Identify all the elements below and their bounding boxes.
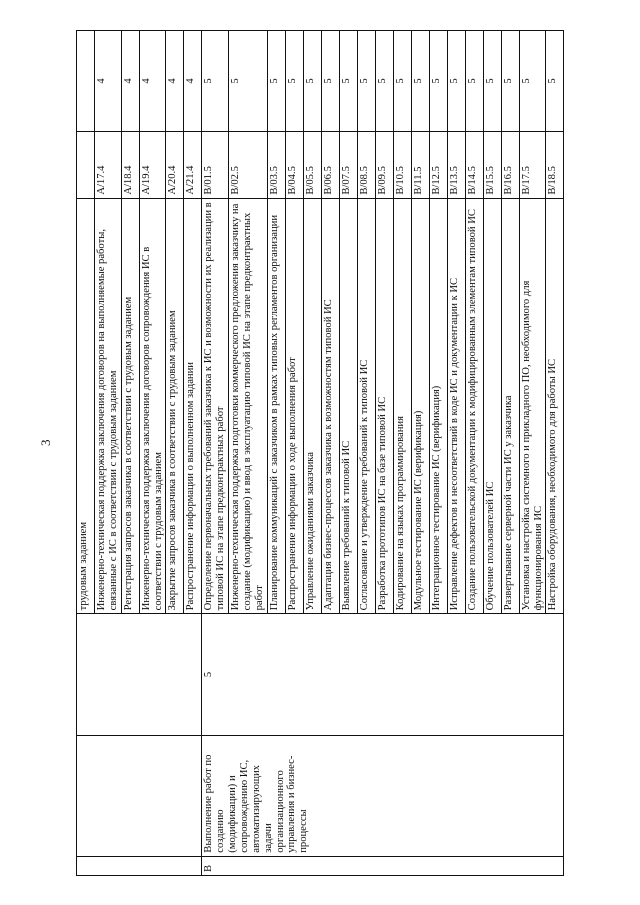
function-name: Обучение пользователей ИС xyxy=(483,198,501,614)
function-level: 5 xyxy=(393,31,411,132)
function-level: 5 xyxy=(465,31,483,132)
function-name: Исправление дефектов и несоответствий в коде ИС и документации к ИС xyxy=(447,198,465,614)
function-code: A/17.4 xyxy=(95,131,122,198)
function-name: Регистрация запросов заказчика в соответствии с трудовым заданием xyxy=(121,198,139,614)
group-code: В xyxy=(202,856,564,875)
function-level: 5 xyxy=(202,31,229,132)
function-name: Распространение информации о выполненном задании xyxy=(184,198,202,614)
function-name: Установка и настройка системного и прикладного ПО, необходимого для функционирования ИС xyxy=(519,198,546,614)
function-code: B/02.5 xyxy=(229,131,268,198)
function-code: B/03.5 xyxy=(267,131,285,198)
function-name: Планирование коммуникаций с заказчиком в рамках типовых регламентов организации xyxy=(267,198,285,614)
function-name: Выявление требований к типовой ИС xyxy=(339,198,357,614)
rotated-page xyxy=(76,30,618,876)
table-row xyxy=(202,31,229,876)
function-code: A/21.4 xyxy=(184,131,202,198)
table-row xyxy=(77,31,95,876)
group-level: 5 xyxy=(202,614,564,735)
function-level: 5 xyxy=(483,31,501,132)
function-level: 4 xyxy=(121,31,139,132)
group-name: Выполнение работ по созданию (модификации) и сопровождению ИС, автоматизирующих задачи организационного управления и бизнес-процессы xyxy=(202,735,564,856)
function-level: 5 xyxy=(339,31,357,132)
function-level: 5 xyxy=(303,31,321,132)
function-level: 4 xyxy=(184,31,202,132)
function-level: 4 xyxy=(139,31,166,132)
function-code: B/17.5 xyxy=(519,131,546,198)
function-code: A/19.4 xyxy=(139,131,166,198)
function-name: Настройка оборудования, необходимого для работы ИС xyxy=(546,198,564,614)
function-code: B/10.5 xyxy=(393,131,411,198)
function-name: Адаптация бизнес-процессов заказчика к возможностям типовой ИС xyxy=(321,198,339,614)
function-name: Управление ожиданиями заказчика xyxy=(303,198,321,614)
function-name: Развертывание серверной части ИС у заказчика xyxy=(501,198,519,614)
function-level: 5 xyxy=(429,31,447,132)
function-code: B/05.5 xyxy=(303,131,321,198)
function-level: 5 xyxy=(411,31,429,132)
function-code: B/06.5 xyxy=(321,131,339,198)
function-level: 5 xyxy=(267,31,285,132)
page-number: 3 xyxy=(38,439,53,446)
function-code: B/12.5 xyxy=(429,131,447,198)
function-level: 4 xyxy=(95,31,122,132)
function-name: Инженерно-техническая поддержка заключения договоров на выполняемые работы, связанные с ИС в соответствии с трудовым заданием xyxy=(95,198,122,614)
function-code: A/20.4 xyxy=(166,131,184,198)
function-code: B/08.5 xyxy=(357,131,375,198)
function-code xyxy=(77,131,95,198)
function-name: Закрытие запросов заказчика в соответствии с трудовым заданием xyxy=(166,198,184,614)
function-name: Распространение информации о ходе выполнения работ xyxy=(285,198,303,614)
function-level: 5 xyxy=(546,31,564,132)
function-name: Кодирование на языках программирования xyxy=(393,198,411,614)
function-code: B/09.5 xyxy=(375,131,393,198)
function-code: B/04.5 xyxy=(285,131,303,198)
function-name: Модульное тестирование ИС (верификация) xyxy=(411,198,429,614)
function-level: 5 xyxy=(229,31,268,132)
function-level: 4 xyxy=(166,31,184,132)
function-code: B/16.5 xyxy=(501,131,519,198)
function-code: B/11.5 xyxy=(411,131,429,198)
function-level: 5 xyxy=(519,31,546,132)
function-level: 5 xyxy=(375,31,393,132)
function-level: 5 xyxy=(501,31,519,132)
function-name: Инженерно-техническая поддержка заключения договоров сопровождения ИС в соответствии с трудовым заданием xyxy=(139,198,166,614)
function-name: трудовым заданием xyxy=(77,198,95,614)
function-level: 5 xyxy=(357,31,375,132)
cell-empty xyxy=(77,614,202,735)
function-level: 5 xyxy=(321,31,339,132)
function-name: Разработка прототипов ИС на базе типовой ИС xyxy=(375,198,393,614)
function-level xyxy=(77,31,95,132)
function-name: Инженерно-техническая поддержка подготовки коммерческого предложения заказчику на создание (модификацию) и ввод в эксплуатацию типовой ИС на этапе предконтрактных работ xyxy=(229,198,268,614)
cell-empty xyxy=(77,735,202,856)
function-code: B/13.5 xyxy=(447,131,465,198)
function-code: B/18.5 xyxy=(546,131,564,198)
function-name: Определение первоначальных требований заказчика к ИС и возможности их реализации в типовой ИС на этапе предконтрактных работ xyxy=(202,198,229,614)
function-code: B/15.5 xyxy=(483,131,501,198)
function-code: B/07.5 xyxy=(339,131,357,198)
function-name: Интеграционное тестирование ИС (верификация) xyxy=(429,198,447,614)
function-code: B/14.5 xyxy=(465,131,483,198)
function-level: 5 xyxy=(447,31,465,132)
function-name: Согласование и утверждение требований к типовой ИС xyxy=(357,198,375,614)
function-level: 5 xyxy=(285,31,303,132)
functions-table xyxy=(76,30,564,876)
table-body xyxy=(77,31,564,876)
function-name: Создание пользовательской документации к модифицированным элементам типовой ИС xyxy=(465,198,483,614)
function-code: A/18.4 xyxy=(121,131,139,198)
function-code: B/01.5 xyxy=(202,131,229,198)
cell-empty xyxy=(77,856,202,875)
